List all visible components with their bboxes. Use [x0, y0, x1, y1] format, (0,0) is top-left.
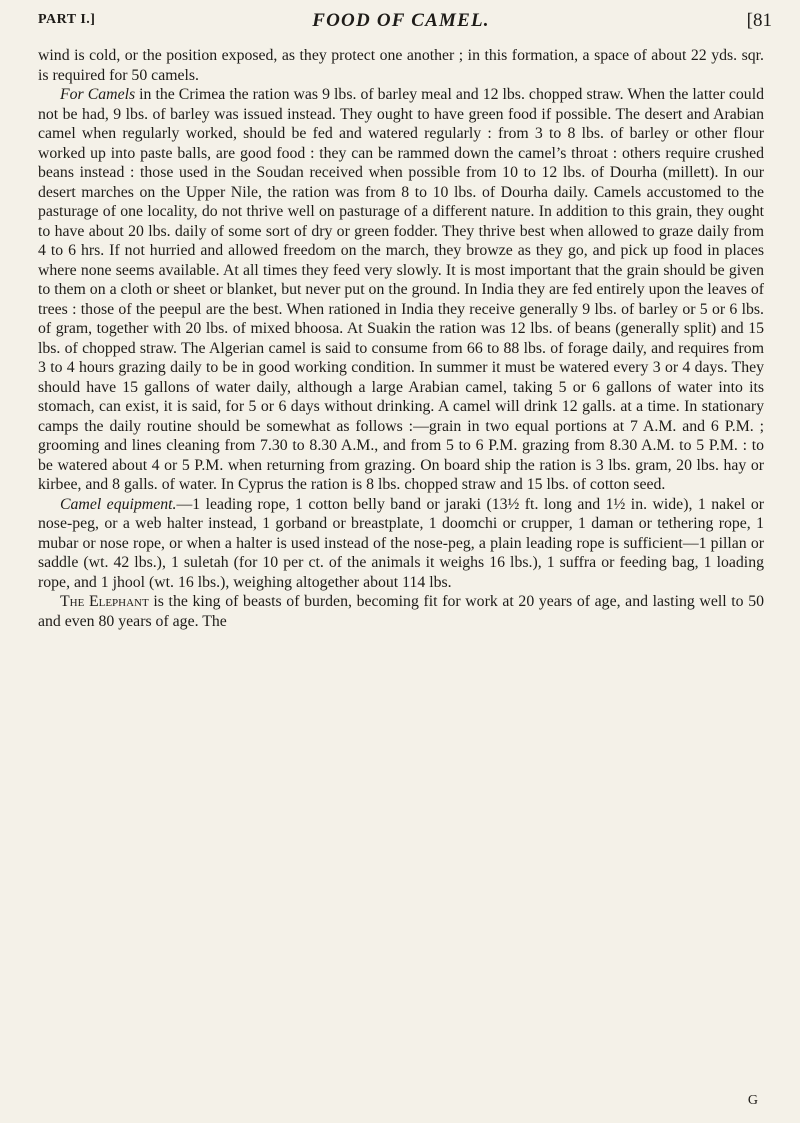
paragraph-continuation: wind is cold, or the position exposed, as they protect one another ; in this formation, a space of about 22 yds. sqr. is required for 50 camels.	[38, 47, 764, 84]
paragraph-camel-equipment	[38, 495, 764, 593]
paragraph-elephant	[38, 592, 764, 631]
body-text	[38, 46, 764, 631]
part-label: PART I.]	[38, 12, 96, 27]
paragraph-camel-rations	[38, 85, 764, 495]
running-header	[38, 8, 772, 42]
paragraph-lead-italic: For Camels	[60, 86, 136, 103]
paragraph-body: is the king of beasts of burden, becoming fit for work at 20 years of age, and lasting well to 50 and even 80 years of age. The	[38, 593, 764, 630]
signature-mark: G	[747, 1093, 758, 1108]
paragraph-body: —1 leading rope, 1 cotton belly band or jaraki (13½ ft. long and 1½ in. wide), 1 nakel or nose-peg, or a web halter instead, 1 gorband or breastplate, 1 doomchi or crupper, 1 daman or tethering rope, 1 mubar or nose rope, or when a halter is used instead of the nose-peg, a plain leading rope is sufficient—1 pillan or saddle (wt. 42 lbs.), 1 suletah (for 10 per ct. of the animals it weighs 16 lbs.), 1 suffra or feeding bag, 1 loading rope, and 1 jhool (wt. 16 lbs.), weighing altogether about 114 lbs.	[38, 495, 764, 591]
page-number: [81	[746, 10, 772, 31]
paragraph-body: in the Crimea the ration was 9 lbs. of barley meal and 12 lbs. chopped straw. When the latter could not be had, 9 lbs. of barley was issued instead. They ought to have green food if possible. The desert and Arabian camel when regularly worked, should be fed and watered regularly : from 3 to 8 lbs. of barley or other flour worked up into paste balls, are good food : they can be rammed down the camel’s throat : others require crushed beans instead : those used in the Soudan received when possible from 10 to 12 lbs. of Dourha (millett). In our desert marches on the Upper Nile, the ration was from 8 to 10 lbs. of Dourha daily. Camels accustomed to the pasturage of one locality, do not thrive well on pasturage of a different nature. In addition to this grain, they ought to have about 20 lbs. daily of some sort of dry or green fodder. They thrive best when allowed to graze daily from 4 to 6 hrs. If not hurried and allowed freedom on the march, they browze as they go, and pick up food in places where none seems available. At all times they feed very slowly. It is most important that the grain should be given to them on a cloth or sheet or blanket, but never put on the ground. In India they are fed entirely upon the leaves of trees : those of the peepul are the best. When rationed in India they receive generally 9 lbs. of barley or 5 or 6 lbs. of gram, together with 20 lbs. of mixed bhoosa. At Suakin the ration was 12 lbs. of beans (generally split) and 15 lbs. of chopped straw. The Algerian camel is said to consume from 66 to 88 lbs. of forage daily, and requires from 3 to 4 hours grazing daily to be in good working condition. In summer it must be watered every 3 or 4 days. They should have 15 gallons of water daily, although a large Arabian camel, taking 5 or 6 gallons of water into its stomach, can exist, it is said, for 5 or 6 days without drinking. A camel will drink 12 galls. at a time. In stationary camps the daily routine should be somewhat as follows :—grain in two equal portions at 7 A.M. and 6 P.M. ; grooming and lines cleaning from 7.30 to 8.30 A.M., and from 5 to 6 P.M. grazing from 8.30 A.M. to 5 P.M. : to be watered about 4 or 5 P.M. when returning from grazing. On board ship the ration is 3 lbs. gram, 20 lbs. hay or kirbee, and 8 galls. of water. In Cyprus the ration is 8 lbs. chopped straw and 15 lbs. of cotton seed.	[38, 86, 764, 493]
paragraph-lead-italic: Camel equipment.	[60, 495, 177, 513]
running-title: FOOD OF CAMEL.	[312, 10, 490, 31]
paragraph-lead-smallcaps: The Elephant	[60, 593, 149, 610]
